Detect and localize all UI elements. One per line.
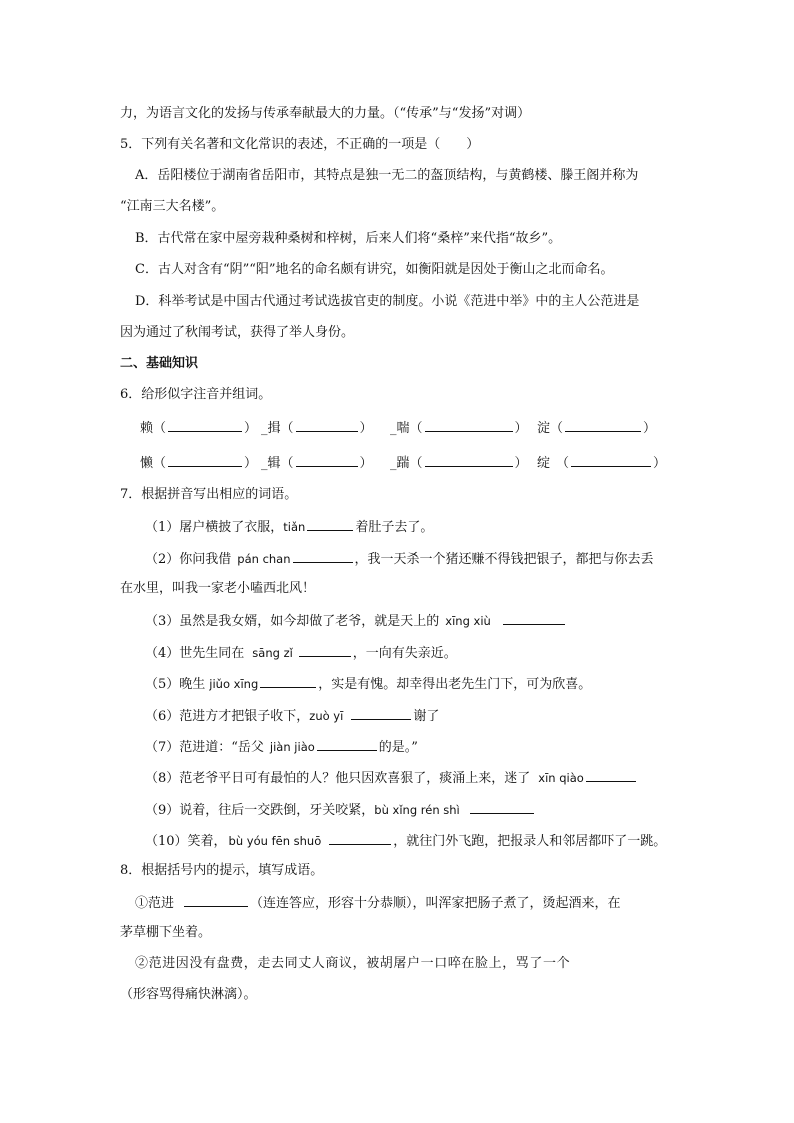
q5-option-d: D．科举考试是中国古代通过考试选拔官吏的制度。小说《范进中举》中的主人公范进是: [135, 294, 640, 309]
answer-blank[interactable]: [299, 643, 351, 657]
q5-option-a-cont: “江南三大名楼”。: [120, 199, 225, 214]
q7-stem: 7．根据拼音写出相应的词语。: [120, 487, 298, 502]
answer-blank[interactable]: [586, 768, 636, 782]
q8-item-1-cont: 茅草棚下坐着。: [120, 925, 212, 940]
answer-blank[interactable]: [307, 517, 353, 531]
answer-blank[interactable]: [329, 831, 391, 845]
q7-item-4: （4）世先生同在 sāng zǐ ，一向有失亲近。: [145, 643, 457, 663]
answer-blank[interactable]: [168, 418, 242, 432]
q6-item: 赖（ ）: [140, 418, 257, 438]
answer-blank[interactable]: [260, 674, 316, 688]
q7-item-2-cont: 在水里，叫我一家老小嗑西北风！: [120, 581, 316, 596]
answer-blank[interactable]: [565, 418, 641, 432]
q6-item: _揖（ ）: [261, 418, 373, 438]
q6-item: _踹（ ）: [390, 453, 528, 473]
q8-item-2-cont: （形容骂得痛快淋漓）。: [120, 987, 257, 1002]
q7-item-9: （9）说着，往后一交跌倒，牙关咬紧，bù xǐng rén shì: [145, 800, 536, 820]
continued-text: 力，为语言文化的发扬与传承奉献最大的力量。（“传承”与“发扬”对调）: [120, 106, 531, 121]
answer-blank[interactable]: [317, 737, 377, 751]
answer-blank[interactable]: [296, 453, 358, 467]
q6-item: 绽 （ ）: [537, 453, 666, 473]
answer-blank[interactable]: [296, 418, 358, 432]
q8-item-1: ①范进 （连连答应，形容十分恭顺），叫浑家把肠子煮了，烫起酒来，在: [135, 893, 621, 913]
q5-stem: 5．下列有关名著和文化常识的表述，不正确的一项是（ ）: [120, 137, 480, 152]
q7-item-8: （8）范老爷平日可有最怕的人？他只因欢喜狠了，痰涌上来，迷了 xīn qiào: [145, 768, 638, 788]
q7-item-7: （7）范进道：“岳父 jiàn jiào 的是。”: [145, 737, 418, 757]
answer-blank[interactable]: [293, 549, 353, 563]
answer-blank[interactable]: [425, 418, 513, 432]
q5-option-d-cont: 因为通过了秋闱考试，获得了举人身份。: [120, 325, 355, 340]
answer-blank[interactable]: [168, 453, 242, 467]
q6-stem: 6．给形似字注音并组词。: [120, 387, 272, 402]
q7-item-6: （6）范进方才把银子收下，zuò yī 谢了: [145, 706, 439, 726]
q5-option-c: C．古人对含有“阴”“阳”地名的命名颇有讲究，如衡阳就是因处于衡山之北而命名。: [135, 262, 614, 277]
q6-item: _喘（ ）: [390, 418, 528, 438]
answer-blank[interactable]: [425, 453, 513, 467]
q8-item-2: ②范进因没有盘费，走去同丈人商议，被胡屠户一口啐在脸上，骂了一个: [135, 956, 571, 971]
answer-blank[interactable]: [503, 611, 565, 625]
q5-option-a: A．岳阳楼位于湖南省岳阳市，其特点是独一无二的盔顶结构，与黄鹤楼、滕王阁并称为: [135, 168, 639, 183]
q8-stem: 8．根据括号内的提示，填写成语。: [120, 863, 324, 878]
answer-blank[interactable]: [184, 893, 248, 907]
q6-item: 淀（ ）: [537, 418, 656, 438]
q7-item-2: （2）你问我借 pán chan ，我一天杀一个猪还赚不得钱把银子，都把与你去丢: [145, 549, 654, 569]
section-title: 二、基础知识: [120, 356, 199, 371]
q7-item-1: （1）屠户横披了衣服，tiǎn 着肚子去了。: [145, 517, 433, 537]
answer-blank[interactable]: [571, 453, 651, 467]
q7-item-5: （5）晚生 jiǔo xīng ，实是有愧。却幸得出老先生门下，可为欣喜。: [145, 674, 591, 694]
q6-item: 懒（ ）: [140, 453, 257, 473]
q7-item-10: （10）笑着， bù yóu fēn shuō ，就往门外飞跑，把报录人和邻居都吓了一跳。: [145, 831, 666, 851]
answer-blank[interactable]: [351, 706, 411, 720]
q7-item-3: （3）虽然是我女婿，如今却做了老爷，就是天上的 xīng xiù: [145, 611, 567, 631]
answer-blank[interactable]: [470, 800, 534, 814]
q5-option-b: B．古代常在家中屋旁栽种桑树和梓树，后来人们将“桑梓”来代指“故乡”。: [135, 231, 562, 246]
q6-item: _辑（ ）: [261, 453, 373, 473]
